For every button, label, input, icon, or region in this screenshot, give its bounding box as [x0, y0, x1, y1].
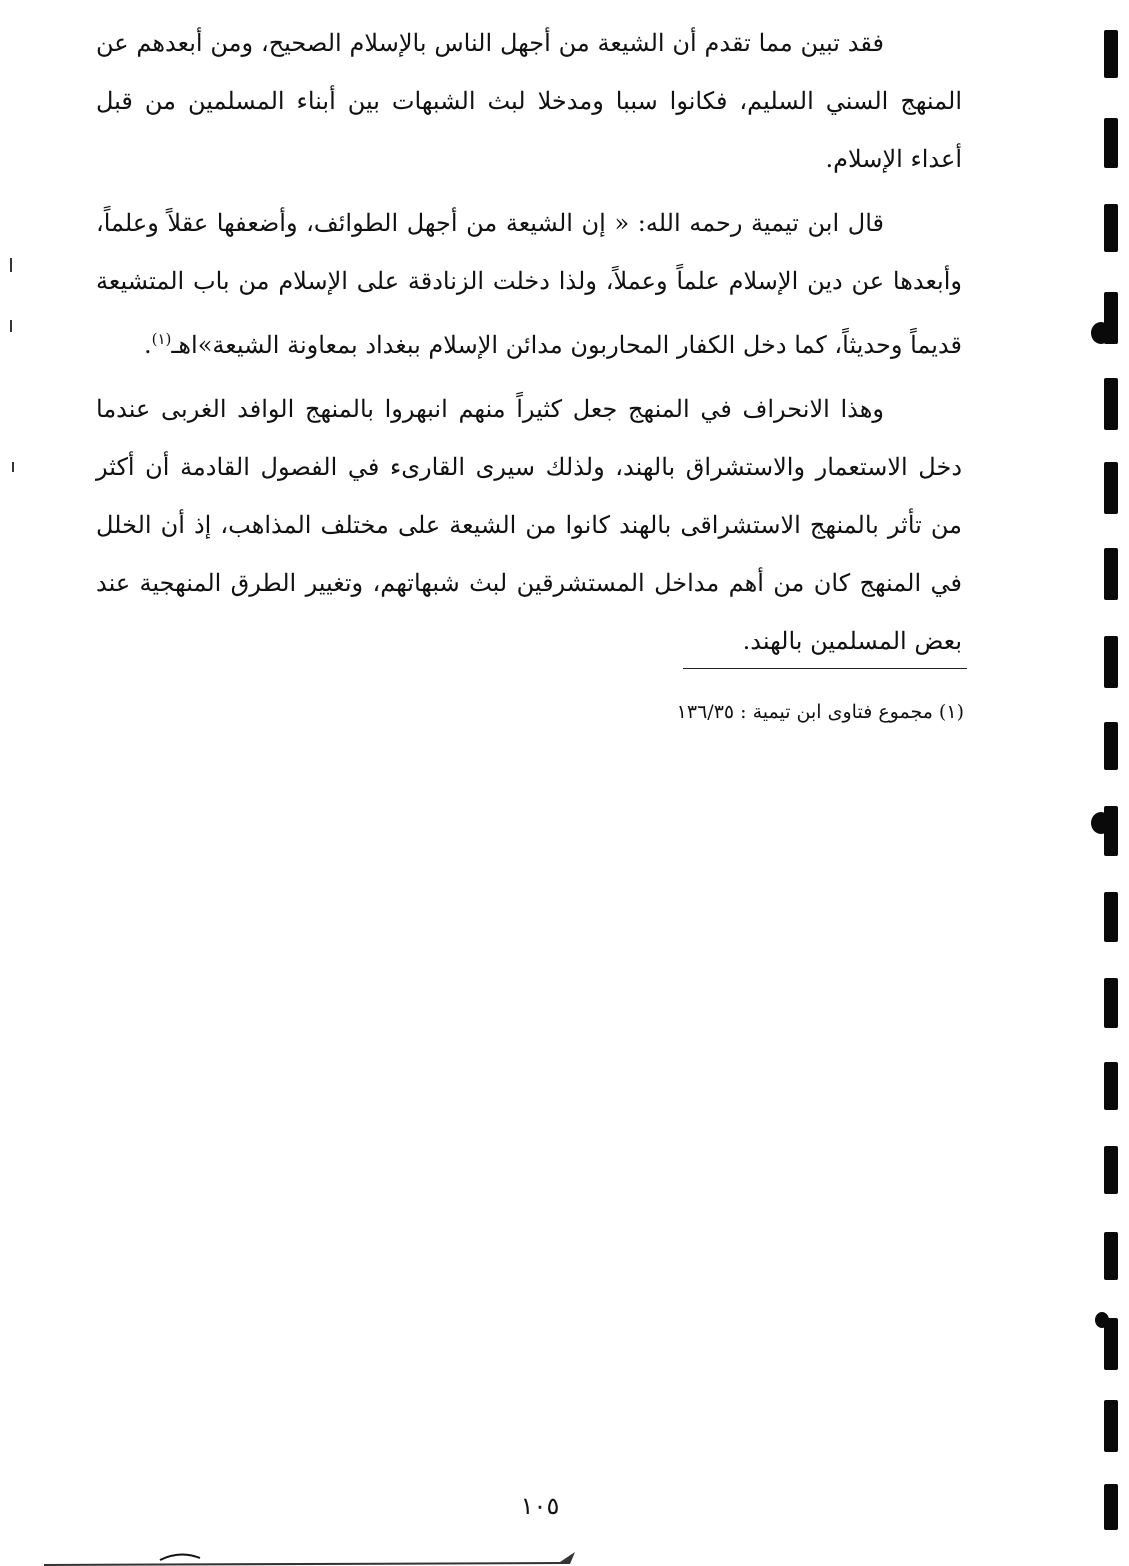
footnote-reference[interactable]: (١) — [151, 330, 172, 348]
binding-hole — [1095, 1312, 1109, 1328]
footnote: (١) مجموع فتاوى ابن تيمية : ١٣٦/٣٥ — [676, 701, 964, 723]
footnote-divider — [683, 668, 967, 669]
binding-mark — [1104, 378, 1118, 430]
binding-mark — [1104, 722, 1118, 770]
paragraph-3-text: وهذا الانحراف في المنهج جعل كثيراً منهم انبهروا بالمنهج الوافد الغربى عندما دخل الاستعمار والاستشراق بالهند، ولذلك سيرى القارىء في الفصول القادمة أن أكثر من تأثر بالمنهج الاستشراقى بالهند كانوا من الشيعة على مختلف المذاهب، إذ أن الخلل في المنهج كان من أهم مداخل المستشرقين لبث شبهاتهم، وتغيير الطرق المنهجية عند بعض المسلمين بالهند. — [96, 395, 962, 655]
binding-mark — [1104, 636, 1118, 688]
paragraph-2-text: قال ابن تيمية رحمه الله: « إن الشيعة من أجهل الطوائف، وأضعفها عقلاً وعلماً، وأبعدها عن دين الإسلام علماً وعملاً، ولذا دخلت الزنادقة على الإسلام من باب المتشيعة قديماً وحديثاً، كما دخل الكفار المحاربون مدائن الإسلام ببغداد بمعاونة الشيعة»اهـ — [96, 209, 962, 359]
binding-mark — [1104, 978, 1118, 1028]
body-text — [96, 14, 962, 670]
page-number: ١٠٥ — [520, 1492, 560, 1520]
binding-mark — [1104, 1146, 1118, 1194]
binding-mark — [1104, 118, 1118, 168]
paragraph-1-text: فقد تبين مما تقدم أن الشيعة من أجهل الناس بالإسلام الصحيح، ومن أبعدهم عن المنهج السني السليم، فكانوا سببا ومدخلا لبث الشبهات بين أبناء المسلمين من قبل أعداء الإسلام. — [96, 29, 962, 173]
binding-hole — [1091, 322, 1111, 344]
binding-mark — [1104, 1232, 1118, 1280]
binding-mark — [1104, 204, 1118, 252]
binding-hole — [1091, 812, 1111, 834]
binding-mark — [1104, 548, 1118, 600]
margin-tick — [10, 258, 12, 272]
binding-mark — [1104, 30, 1118, 78]
paragraph-3 — [96, 380, 962, 670]
binding-mark — [1104, 462, 1118, 514]
binding-mark — [1104, 1062, 1118, 1110]
paragraph-1 — [96, 14, 962, 188]
binding-mark — [1104, 1400, 1118, 1452]
binding-marks — [1089, 0, 1129, 1566]
binding-mark — [1104, 1484, 1118, 1530]
margin-tick — [10, 320, 12, 332]
bottom-scan-smudge — [40, 1548, 580, 1566]
margin-tick — [12, 462, 14, 472]
paragraph-2: قال ابن تيمية رحمه الله: « إن الشيعة من أجهل الطوائف، وأضعفها عقلاً وعلماً، وأبعدها عن دين الإسلام علماً وعملاً، ولذا دخلت الزنادقة على الإسلام من باب المتشيعة قديماً وحديثاً، كما دخل الكفار المحاربون مدائن الإسلام ببغداد بمعاونة الشيعة»اهـ$^{(١)}$. — [96, 209, 962, 359]
binding-mark — [1104, 892, 1118, 942]
